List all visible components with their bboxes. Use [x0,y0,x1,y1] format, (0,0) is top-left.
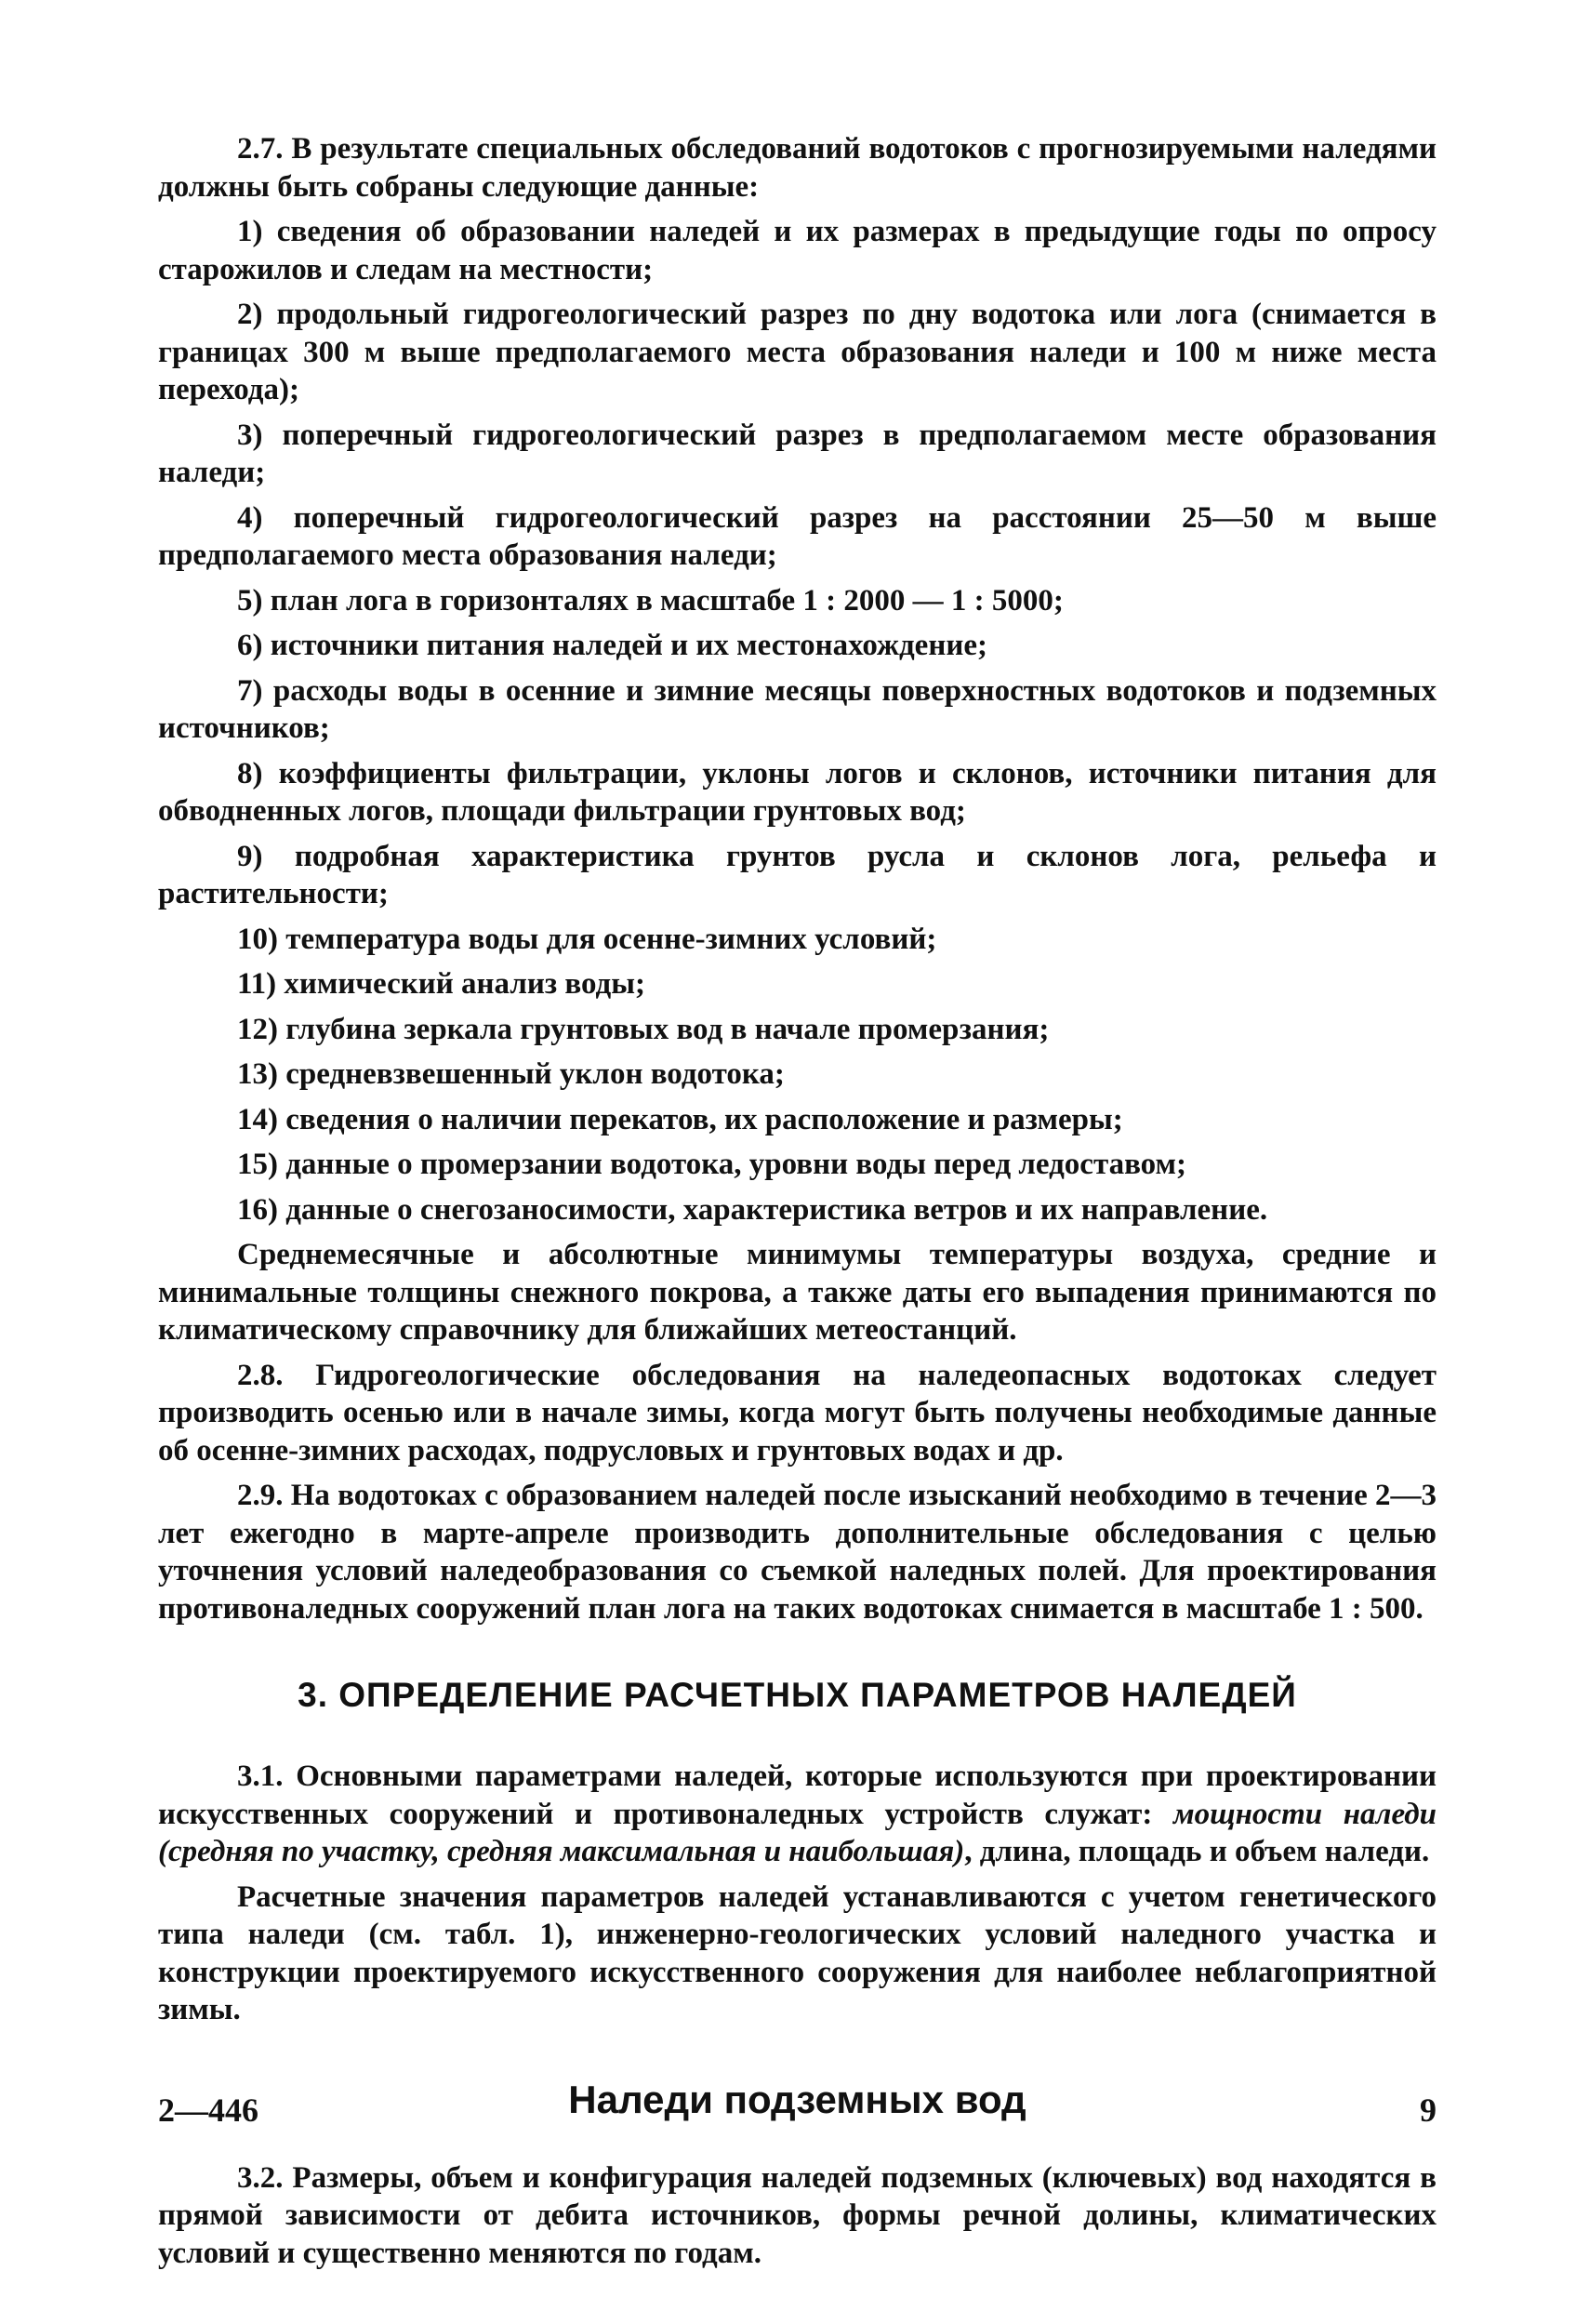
paragraph-2-9: 2.9. На водотоках с образованием наледей после изысканий необходимо в течение 2—3 лет ежегодно в марте-апреле производить дополнительные обследования с целью уточнения условий наледеобразования со съемкой наледных полей. Для проектирования противоналедных сооружений план лога на таких водотоках снимается в масштабе 1 : 500. [158,1479,1437,1626]
paragraph-2-7: 2.7. В результате специальных обследований водотоков с прогнозируемыми наледями должны быть собраны следующие данные: [158,132,1437,204]
list-item: 13) средневзвешенный уклон водотока; [237,1057,785,1091]
list-item: 3) поперечный гидрогеологический разрез в предполагаемом месте образования наледи; [158,418,1437,489]
document-page [158,130,1437,2279]
page-footer [158,2091,1437,2130]
list-item: 11) химический анализ воды; [237,967,645,1001]
paragraph-3-1-emphasis: мощности наледи (средняя по участку, средняя максимальная и наибольшая) [158,1797,1437,1868]
list-item: 12) глубина зеркала грунтовых вод в начале промерзания; [237,1012,1050,1046]
list-item: 14) сведения о наличии перекатов, их расположение и размеры; [237,1102,1123,1136]
paragraph-climate: Среднемесячные и абсолютные минимумы температуры воздуха, средние и минимальные толщины снежного покрова, а также даты его выпадения принимаются по климатическому справочнику для ближайших метеостанций. [158,1238,1437,1347]
list-item: 9) подробная характеристика грунтов русла и склонов лога, рельефа и растительности; [158,839,1437,910]
data-requirements-list [158,213,1437,1228]
list-item: 5) план лога в горизонталях в масштабе 1 : 2000 — 1 : 5000; [237,583,1064,618]
paragraph-calc-values: Расчетные значения параметров наледей устанавливаются с учетом генетического типа наледи (см. табл. 1), инженерно-геологических условий наледного участка и конструкции проектируемого искусственного сооружения для наиболее неблагоприятной зимы. [158,1879,1437,2026]
list-item: 16) данные о снегозаносимости, характеристика ветров и их направление. [237,1192,1268,1227]
section-heading: 3. ОПРЕДЕЛЕНИЕ РАСЧЕТНЫХ ПАРАМЕТРОВ НАЛЕДЕЙ [298,1676,1297,1714]
paragraph-2-8: 2.8. Гидрогеологические обследования на наледеопасных водотоках следует производить осенью или в начале зимы, когда могут быть получены необходимые данные об осенне-зимних расходах, подрусловых и грунтовых водах и др. [158,1358,1437,1467]
sheet-mark: 2—446 [158,2092,258,2129]
list-item: 6) источники питания наледей и их местонахождение; [237,629,987,662]
paragraph-3-1-start: 3.1. Основными параметрами наледей, которые используются при проектировании искусственных сооружений и противоналедных устройств служат: [158,1760,1437,1831]
page-number: 9 [1420,2092,1437,2129]
list-item: 1) сведения об образовании наледей и их размерах в предыдущие годы по опросу старожилов и следам на местности; [158,215,1437,286]
list-item: 8) коэффициенты фильтрации, уклоны логов и склонов, источники питания для обводненных логов, площади фильтрации грунтовых вод; [158,756,1437,828]
list-item: 15) данные о промерзании водотока, уровни воды перед ледоставом; [237,1148,1187,1181]
paragraph-3-1 [158,1758,1437,1871]
list-item: 2) продольный гидрогеологический разрез по дну водотока или лога (снимается в границах 300 м выше предполагаемого места образования наледи и 100 м ниже места перехода); [158,298,1437,406]
list-item: 4) поперечный гидрогеологический разрез на расстоянии 25—50 м выше предполагаемого места образования наледи; [158,500,1437,572]
paragraph-3-2: 3.2. Размеры, объем и конфигурация наледей подземных (ключевых) вод находятся в прямой зависимости от дебита источников, формы речной долины, климатических условий и существенно меняются по годам. [158,2160,1437,2270]
list-item: 10) температура воды для осенне-зимних условий; [237,922,937,956]
list-item: 7) расходы воды в осенние и зимние месяцы поверхностных водотоков и подземных источников; [158,673,1437,745]
paragraph-3-1-end: , длина, площадь и объем наледи. [964,1835,1430,1868]
subsection-heading: Наледи подземных вод [568,2077,1026,2121]
